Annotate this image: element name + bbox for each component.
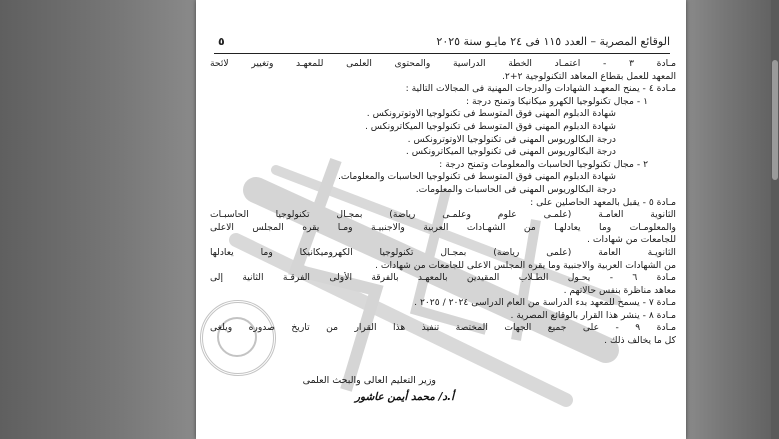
text-line: معاهد مناظرة بنفس حالاتهم .: [563, 284, 676, 296]
text-line: ٢ - مجال تكنولوجيا الحاسبات والمعلومات وتمنح درجة :: [439, 158, 648, 170]
text-line: مـادة ٦ - يحـول الطـلاب المقيدين بالمعهـد بالفرقة الأولى الفرقـة الثانية إلى: [210, 272, 676, 284]
text-line: شهادة الدبلوم المهنى فوق المتوسط فى تكنولوجيا الحاسبات والمعلومات.: [337, 171, 616, 183]
page-header: [214, 35, 670, 54]
text-line: والمعلومـات وما يعادلهـا من الشهـادات العربية والاجنبيـة ومـا يقره المجلس الاعلى: [210, 221, 676, 233]
scrollbar-thumb[interactable]: [772, 60, 778, 180]
text-line: مـادة ٥ - يقبل بالمعهد الحاصلين على :: [530, 196, 676, 208]
text-line: مـادة ٩ - على جميع الجهات المختصة تنفيذ هذا القرار من تاريخ صدوره ويلغى: [210, 322, 676, 334]
text-line: مـادة ٤ - يمنح المعهـد الشهادات والدرجات المهنية فى المجالات التالية :: [405, 83, 676, 95]
text-line: مـادة ٣ - اعتمـاد الخطة الدراسية والمحتوى العلمى للمعهـد وتغيير لائحة: [210, 58, 676, 69]
text-line: مـادة ٧ - يسمح للمعهد بدء الدراسة من العام الدراسى ٢٠٢٤ / ٢٠٢٥ .: [414, 297, 676, 309]
text-line: درجة البكالوريوس المهنى فى تكنولوجيا الميكاترونكس .: [405, 146, 616, 158]
text-line: درجة البكالوريوس المهنى فى تكنولوجيا الاوتوترونكس .: [407, 133, 616, 145]
text-line: المعهد للعمل بقطاع المعاهد التكنولوجية ٢+٢.: [501, 70, 676, 82]
signature-name: أ.د/ محمد أيمن عاشور: [354, 391, 454, 403]
text-line: للجامعات من شهادات .: [587, 234, 676, 246]
page-number: ٥: [218, 35, 225, 48]
text-line: شهادة الدبلوم المهنى فوق المتوسط فى تكنولوجيا الميكاترونكس .: [364, 120, 616, 132]
text-line: شهادة الدبلوم المهنى فوق المتوسط فى تكنولوجيا الاوتوترونكس .: [366, 108, 616, 120]
signature-title: وزير التعليم العالى والبحث العلمى: [302, 375, 436, 386]
header-title: الوقائع المصرية – العدد ١١٥ فى ٢٤ مايـو سنة ٢٠٢٥: [436, 35, 670, 48]
text-line: الثانويـة العامة (علمى رياضة) بمجـال تكنولوجيا الكهروميكانيكا وما يعادلها: [210, 246, 676, 258]
text-line: الثانوية العامـة (علمـى علوم وعلمـى رياضة) بمجـال تكنولوجيا الحاسبـات: [210, 209, 676, 221]
viewer-right-margin: [686, 0, 779, 439]
text-line: ١ - مجال تكنولوجيا الكهرو ميكانيكا وتمنح درجة :: [465, 95, 648, 107]
text-line: درجة البكالوريوس المهنى فى الحاسبات والمعلومات.: [415, 183, 616, 195]
viewer-left-margin: [0, 0, 196, 439]
document-body: [210, 58, 676, 348]
document-page: [196, 0, 686, 439]
text-line: مـادة ٨ - ينشر هذا القرار بالوقائع المصرية .: [510, 309, 676, 321]
text-line: كل ما يخالف ذلك .: [604, 335, 676, 347]
text-line: من الشهادات العربية والاجنبية وما يقره المجلس الاعلى للجامعات من شهادات .: [375, 259, 676, 271]
